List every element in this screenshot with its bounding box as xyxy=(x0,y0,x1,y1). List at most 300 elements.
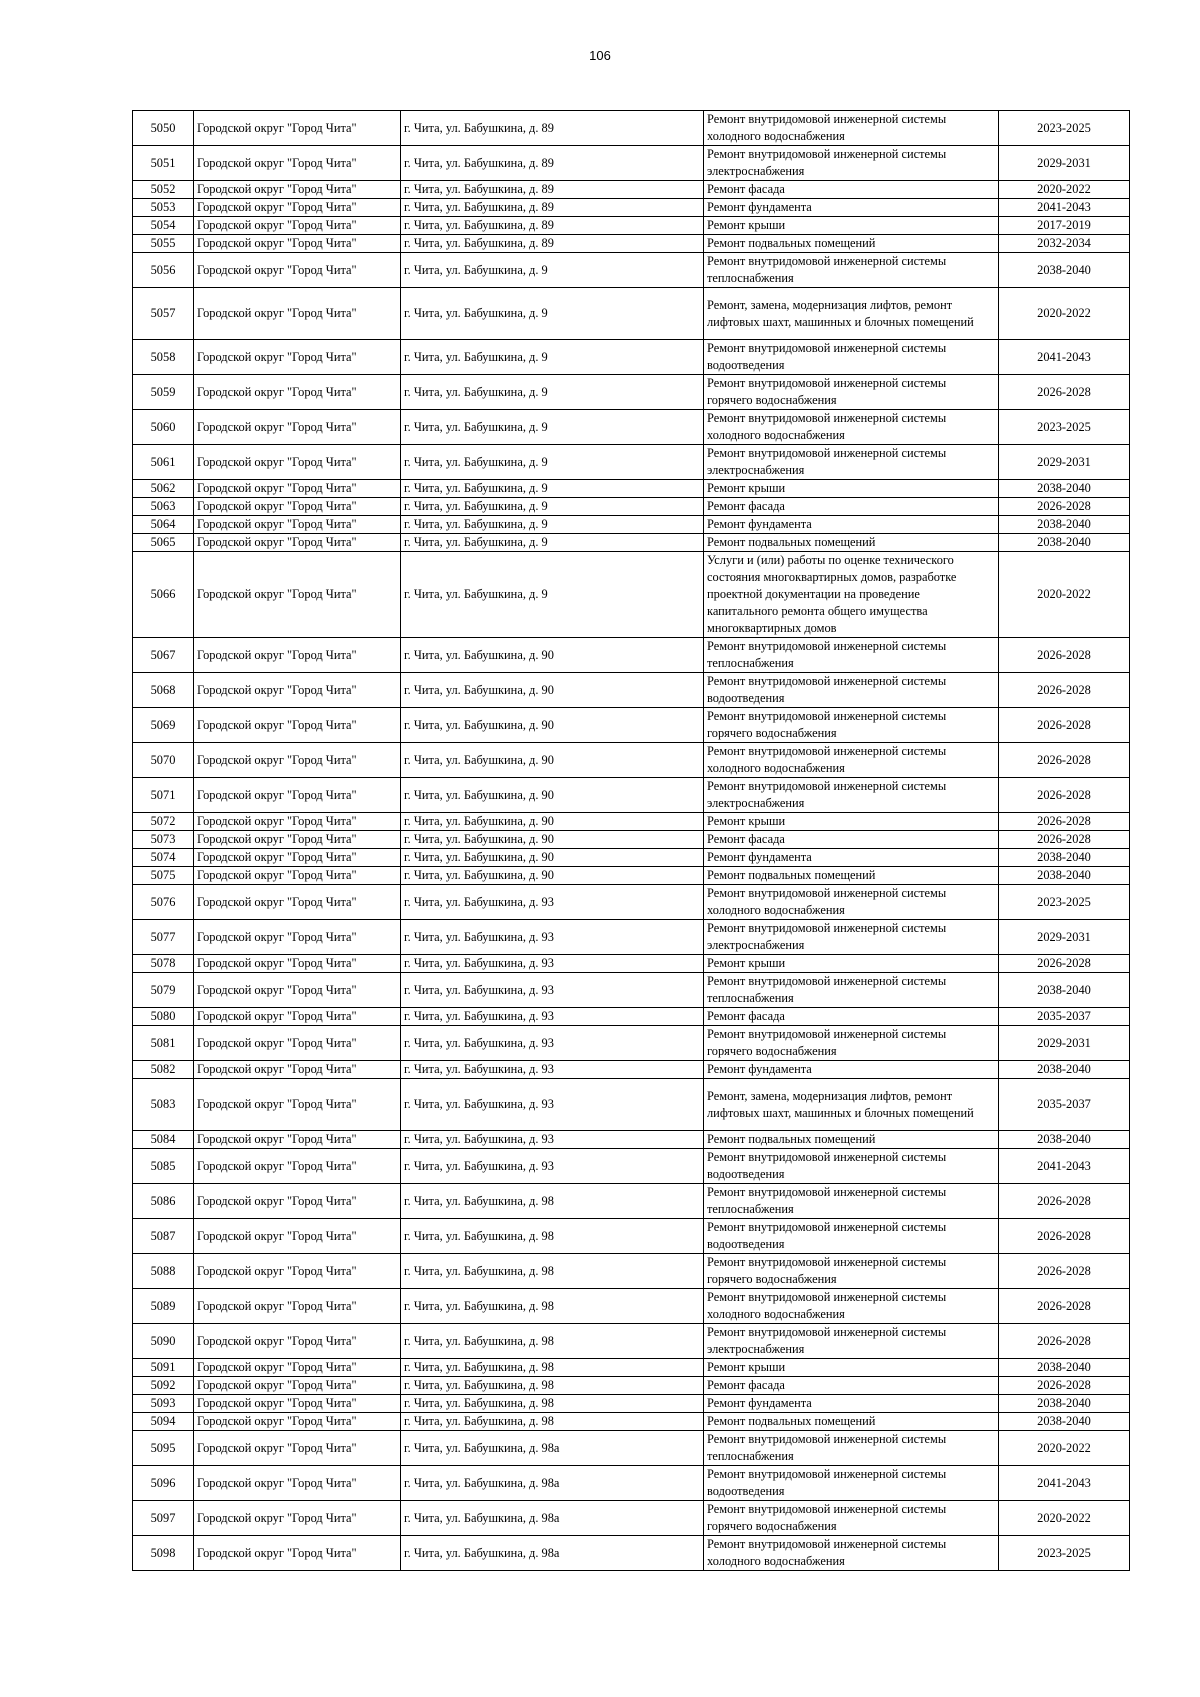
work-type-cell xyxy=(704,1536,999,1571)
period-cell: 2026-2028 xyxy=(999,708,1130,743)
work-type-line: холодного водоснабжения xyxy=(707,1554,845,1568)
row-number-cell: 5092 xyxy=(133,1377,194,1395)
table-row xyxy=(133,1008,1130,1026)
work-type-line: водоотведения xyxy=(707,358,785,372)
address-cell: г. Чита, ул. Бабушкина, д. 98 xyxy=(401,1254,704,1289)
period-cell: 2038-2040 xyxy=(999,1131,1130,1149)
work-type-line: Ремонт внутридомовой инженерной системы xyxy=(707,1220,947,1234)
work-type-line: водоотведения xyxy=(707,691,785,705)
table-row xyxy=(133,638,1130,673)
address-cell: г. Чита, ул. Бабушкина, д. 98 xyxy=(401,1184,704,1219)
row-number-cell: 5079 xyxy=(133,973,194,1008)
table-row xyxy=(133,235,1130,253)
work-type-cell xyxy=(704,1377,999,1395)
row-number-cell: 5077 xyxy=(133,920,194,955)
row-number-cell: 5069 xyxy=(133,708,194,743)
municipality-cell: Городской округ "Город Чита" xyxy=(194,1149,401,1184)
table-row xyxy=(133,885,1130,920)
row-number-cell: 5067 xyxy=(133,638,194,673)
municipality-cell: Городской округ "Город Чита" xyxy=(194,288,401,340)
row-number-cell: 5070 xyxy=(133,743,194,778)
address-cell: г. Чита, ул. Бабушкина, д. 98 xyxy=(401,1324,704,1359)
period-cell: 2023-2025 xyxy=(999,1536,1130,1571)
period-cell: 2029-2031 xyxy=(999,920,1130,955)
work-type-cell xyxy=(704,235,999,253)
municipality-cell: Городской округ "Город Чита" xyxy=(194,1536,401,1571)
address-cell: г. Чита, ул. Бабушкина, д. 90 xyxy=(401,831,704,849)
municipality-cell: Городской округ "Город Чита" xyxy=(194,1219,401,1254)
work-type-line: горячего водоснабжения xyxy=(707,1519,837,1533)
row-number-cell: 5072 xyxy=(133,813,194,831)
work-type-line: Ремонт внутридомовой инженерной системы xyxy=(707,709,947,723)
address-cell: г. Чита, ул. Бабушкина, д. 90 xyxy=(401,849,704,867)
address-cell: г. Чита, ул. Бабушкина, д. 98 xyxy=(401,1413,704,1431)
work-type-line: Ремонт внутридомовой инженерной системы xyxy=(707,1185,947,1199)
table-row xyxy=(133,1061,1130,1079)
period-cell: 2026-2028 xyxy=(999,743,1130,778)
address-cell: г. Чита, ул. Бабушкина, д. 93 xyxy=(401,885,704,920)
address-cell: г. Чита, ул. Бабушкина, д. 89 xyxy=(401,111,704,146)
work-type-line: Ремонт внутридомовой инженерной системы xyxy=(707,639,947,653)
work-type-line: многоквартирных домов xyxy=(707,621,837,635)
work-type-line: Ремонт внутридомовой инженерной системы xyxy=(707,886,947,900)
repair-schedule-table xyxy=(132,110,1130,1571)
work-type-line: капитального ремонта общего имущества xyxy=(707,604,928,618)
table-row xyxy=(133,1324,1130,1359)
work-type-line: теплоснабжения xyxy=(707,271,794,285)
municipality-cell: Городской округ "Город Чита" xyxy=(194,638,401,673)
municipality-cell: Городской округ "Город Чита" xyxy=(194,813,401,831)
address-cell: г. Чита, ул. Бабушкина, д. 90 xyxy=(401,708,704,743)
address-cell: г. Чита, ул. Бабушкина, д. 90 xyxy=(401,867,704,885)
work-type-line: Ремонт внутридомовой инженерной системы xyxy=(707,112,947,126)
address-cell: г. Чита, ул. Бабушкина, д. 9 xyxy=(401,253,704,288)
work-type-cell xyxy=(704,778,999,813)
municipality-cell: Городской округ "Город Чита" xyxy=(194,955,401,973)
row-number-cell: 5080 xyxy=(133,1008,194,1026)
municipality-cell: Городской округ "Город Чита" xyxy=(194,552,401,638)
table-row xyxy=(133,920,1130,955)
period-cell: 2038-2040 xyxy=(999,516,1130,534)
table-row xyxy=(133,516,1130,534)
work-type-line: Ремонт внутридомовой инженерной системы xyxy=(707,674,947,688)
address-cell: г. Чита, ул. Бабушкина, д. 9 xyxy=(401,552,704,638)
row-number-cell: 5098 xyxy=(133,1536,194,1571)
table-row xyxy=(133,1431,1130,1466)
work-type-cell xyxy=(704,146,999,181)
work-type-cell xyxy=(704,973,999,1008)
address-cell: г. Чита, ул. Бабушкина, д. 90 xyxy=(401,778,704,813)
municipality-cell: Городской округ "Город Чита" xyxy=(194,1413,401,1431)
period-cell: 2026-2028 xyxy=(999,813,1130,831)
period-cell: 2026-2028 xyxy=(999,673,1130,708)
row-number-cell: 5073 xyxy=(133,831,194,849)
period-cell: 2041-2043 xyxy=(999,1466,1130,1501)
municipality-cell: Городской округ "Город Чита" xyxy=(194,1289,401,1324)
municipality-cell: Городской округ "Город Чита" xyxy=(194,1377,401,1395)
table-row xyxy=(133,1395,1130,1413)
table-row xyxy=(133,1026,1130,1061)
work-type-line: электроснабжения xyxy=(707,938,805,952)
address-cell: г. Чита, ул. Бабушкина, д. 93 xyxy=(401,1026,704,1061)
address-cell: г. Чита, ул. Бабушкина, д. 98 xyxy=(401,1377,704,1395)
work-type-line: Ремонт внутридомовой инженерной системы xyxy=(707,779,947,793)
period-cell: 2026-2028 xyxy=(999,498,1130,516)
table-row xyxy=(133,1413,1130,1431)
address-cell: г. Чита, ул. Бабушкина, д. 89 xyxy=(401,181,704,199)
table-row xyxy=(133,410,1130,445)
work-type-line: теплоснабжения xyxy=(707,1449,794,1463)
municipality-cell: Городской округ "Город Чита" xyxy=(194,778,401,813)
address-cell: г. Чита, ул. Бабушкина, д. 90 xyxy=(401,813,704,831)
period-cell: 2038-2040 xyxy=(999,1359,1130,1377)
table-row xyxy=(133,146,1130,181)
address-cell: г. Чита, ул. Бабушкина, д. 9 xyxy=(401,516,704,534)
table-row xyxy=(133,217,1130,235)
municipality-cell: Городской округ "Город Чита" xyxy=(194,867,401,885)
period-cell: 2026-2028 xyxy=(999,1254,1130,1289)
work-type-line: Ремонт фасада xyxy=(707,1378,785,1392)
row-number-cell: 5097 xyxy=(133,1501,194,1536)
work-type-line: теплоснабжения xyxy=(707,656,794,670)
work-type-line: Ремонт фундамента xyxy=(707,1062,812,1076)
work-type-line: горячего водоснабжения xyxy=(707,726,837,740)
row-number-cell: 5086 xyxy=(133,1184,194,1219)
address-cell: г. Чита, ул. Бабушкина, д. 9 xyxy=(401,375,704,410)
page-number: 106 xyxy=(589,48,611,63)
table-row xyxy=(133,1377,1130,1395)
row-number-cell: 5075 xyxy=(133,867,194,885)
work-type-line: Ремонт фасада xyxy=(707,1009,785,1023)
address-cell: г. Чита, ул. Бабушкина, д. 93 xyxy=(401,1008,704,1026)
municipality-cell: Городской округ "Город Чита" xyxy=(194,375,401,410)
work-type-line: Ремонт внутридомовой инженерной системы xyxy=(707,1027,947,1041)
work-type-line: горячего водоснабжения xyxy=(707,1044,837,1058)
period-cell: 2023-2025 xyxy=(999,111,1130,146)
work-type-cell xyxy=(704,340,999,375)
address-cell: г. Чита, ул. Бабушкина, д. 9 xyxy=(401,534,704,552)
period-cell: 2041-2043 xyxy=(999,1149,1130,1184)
work-type-cell xyxy=(704,1219,999,1254)
work-type-cell xyxy=(704,534,999,552)
table-row xyxy=(133,1536,1130,1571)
work-type-cell xyxy=(704,1026,999,1061)
work-type-line: Ремонт подвальных помещений xyxy=(707,868,876,882)
address-cell: г. Чита, ул. Бабушкина, д. 98 xyxy=(401,1289,704,1324)
row-number-cell: 5094 xyxy=(133,1413,194,1431)
work-type-cell xyxy=(704,288,999,340)
municipality-cell: Городской округ "Город Чита" xyxy=(194,1395,401,1413)
work-type-line: Ремонт крыши xyxy=(707,218,786,232)
municipality-cell: Городской округ "Город Чита" xyxy=(194,480,401,498)
table-row xyxy=(133,867,1130,885)
work-type-line: Ремонт фасада xyxy=(707,182,785,196)
work-type-cell xyxy=(704,849,999,867)
table-row xyxy=(133,955,1130,973)
table-row xyxy=(133,849,1130,867)
work-type-line: Ремонт крыши xyxy=(707,956,786,970)
period-cell: 2026-2028 xyxy=(999,1324,1130,1359)
work-type-line: Ремонт фундамента xyxy=(707,1396,812,1410)
work-type-line: Ремонт, замена, модернизация лифтов, ремонт xyxy=(707,1088,953,1103)
work-type-line: горячего водоснабжения xyxy=(707,1272,837,1286)
table-row xyxy=(133,480,1130,498)
municipality-cell: Городской округ "Город Чита" xyxy=(194,1131,401,1149)
municipality-cell: Городской округ "Город Чита" xyxy=(194,1079,401,1131)
row-number-cell: 5074 xyxy=(133,849,194,867)
municipality-cell: Городской округ "Город Чита" xyxy=(194,410,401,445)
address-cell: г. Чита, ул. Бабушкина, д. 98а xyxy=(401,1501,704,1536)
table-row xyxy=(133,199,1130,217)
municipality-cell: Городской округ "Город Чита" xyxy=(194,1254,401,1289)
period-cell: 2029-2031 xyxy=(999,1026,1130,1061)
row-number-cell: 5056 xyxy=(133,253,194,288)
work-type-line: Ремонт фундамента xyxy=(707,850,812,864)
row-number-cell: 5062 xyxy=(133,480,194,498)
work-type-line: Ремонт внутридомовой инженерной системы xyxy=(707,446,947,460)
municipality-cell: Городской округ "Город Чита" xyxy=(194,849,401,867)
row-number-cell: 5089 xyxy=(133,1289,194,1324)
row-number-cell: 5090 xyxy=(133,1324,194,1359)
address-cell: г. Чита, ул. Бабушкина, д. 9 xyxy=(401,288,704,340)
table-row xyxy=(133,111,1130,146)
address-cell: г. Чита, ул. Бабушкина, д. 98 xyxy=(401,1359,704,1377)
work-type-cell xyxy=(704,638,999,673)
row-number-cell: 5051 xyxy=(133,146,194,181)
period-cell: 2041-2043 xyxy=(999,199,1130,217)
period-cell: 2020-2022 xyxy=(999,288,1130,340)
municipality-cell: Городской округ "Город Чита" xyxy=(194,217,401,235)
table-row xyxy=(133,253,1130,288)
period-cell: 2026-2028 xyxy=(999,955,1130,973)
work-type-cell xyxy=(704,1079,999,1131)
row-number-cell: 5082 xyxy=(133,1061,194,1079)
row-number-cell: 5087 xyxy=(133,1219,194,1254)
period-cell: 2029-2031 xyxy=(999,445,1130,480)
work-type-cell xyxy=(704,1131,999,1149)
municipality-cell: Городской округ "Город Чита" xyxy=(194,920,401,955)
work-type-line: Ремонт внутридомовой инженерной системы xyxy=(707,744,947,758)
period-cell: 2038-2040 xyxy=(999,253,1130,288)
period-cell: 2020-2022 xyxy=(999,1431,1130,1466)
period-cell: 2026-2028 xyxy=(999,638,1130,673)
work-type-line: Ремонт внутридомовой инженерной системы xyxy=(707,254,947,268)
row-number-cell: 5059 xyxy=(133,375,194,410)
work-type-line: Ремонт подвальных помещений xyxy=(707,1414,876,1428)
address-cell: г. Чита, ул. Бабушкина, д. 89 xyxy=(401,199,704,217)
work-type-cell xyxy=(704,1466,999,1501)
work-type-line: Ремонт подвальных помещений xyxy=(707,236,876,250)
work-type-cell xyxy=(704,199,999,217)
row-number-cell: 5095 xyxy=(133,1431,194,1466)
table-row xyxy=(133,1254,1130,1289)
work-type-line: теплоснабжения xyxy=(707,1202,794,1216)
period-cell: 2026-2028 xyxy=(999,1289,1130,1324)
period-cell: 2023-2025 xyxy=(999,410,1130,445)
address-cell: г. Чита, ул. Бабушкина, д. 93 xyxy=(401,1149,704,1184)
work-type-cell xyxy=(704,217,999,235)
row-number-cell: 5060 xyxy=(133,410,194,445)
table-row xyxy=(133,1466,1130,1501)
address-cell: г. Чита, ул. Бабушкина, д. 89 xyxy=(401,235,704,253)
municipality-cell: Городской округ "Город Чита" xyxy=(194,253,401,288)
address-cell: г. Чита, ул. Бабушкина, д. 90 xyxy=(401,743,704,778)
municipality-cell: Городской округ "Город Чита" xyxy=(194,1324,401,1359)
work-type-line: электроснабжения xyxy=(707,796,805,810)
work-type-cell xyxy=(704,743,999,778)
work-type-cell xyxy=(704,1149,999,1184)
row-number-cell: 5052 xyxy=(133,181,194,199)
address-cell: г. Чита, ул. Бабушкина, д. 93 xyxy=(401,955,704,973)
table-row xyxy=(133,1219,1130,1254)
address-cell: г. Чита, ул. Бабушкина, д. 9 xyxy=(401,480,704,498)
work-type-cell xyxy=(704,1061,999,1079)
work-type-line: холодного водоснабжения xyxy=(707,761,845,775)
address-cell: г. Чита, ул. Бабушкина, д. 98а xyxy=(401,1431,704,1466)
municipality-cell: Городской округ "Город Чита" xyxy=(194,831,401,849)
municipality-cell: Городской округ "Город Чита" xyxy=(194,181,401,199)
municipality-cell: Городской округ "Город Чита" xyxy=(194,1466,401,1501)
work-type-cell xyxy=(704,1501,999,1536)
work-type-line: Ремонт подвальных помещений xyxy=(707,1132,876,1146)
table-row xyxy=(133,534,1130,552)
table-row xyxy=(133,1289,1130,1324)
work-type-line: Ремонт крыши xyxy=(707,1360,786,1374)
municipality-cell: Городской округ "Город Чита" xyxy=(194,1431,401,1466)
work-type-line: Ремонт внутридомовой инженерной системы xyxy=(707,341,947,355)
row-number-cell: 5058 xyxy=(133,340,194,375)
work-type-line: Ремонт внутридомовой инженерной системы xyxy=(707,1255,947,1269)
work-type-cell xyxy=(704,181,999,199)
work-type-line: Ремонт внутридомовой инженерной системы xyxy=(707,1150,947,1164)
municipality-cell: Городской округ "Город Чита" xyxy=(194,340,401,375)
work-type-line: Ремонт крыши xyxy=(707,481,786,495)
period-cell: 2041-2043 xyxy=(999,340,1130,375)
address-cell: г. Чита, ул. Бабушкина, д. 9 xyxy=(401,410,704,445)
municipality-cell: Городской округ "Город Чита" xyxy=(194,235,401,253)
municipality-cell: Городской округ "Город Чита" xyxy=(194,973,401,1008)
address-cell: г. Чита, ул. Бабушкина, д. 90 xyxy=(401,638,704,673)
work-type-cell xyxy=(704,375,999,410)
table-row xyxy=(133,778,1130,813)
address-cell: г. Чита, ул. Бабушкина, д. 93 xyxy=(401,973,704,1008)
work-type-line: холодного водоснабжения xyxy=(707,903,845,917)
row-number-cell: 5093 xyxy=(133,1395,194,1413)
address-cell: г. Чита, ул. Бабушкина, д. 9 xyxy=(401,340,704,375)
row-number-cell: 5078 xyxy=(133,955,194,973)
address-cell: г. Чита, ул. Бабушкина, д. 93 xyxy=(401,1079,704,1131)
table-row xyxy=(133,743,1130,778)
work-type-line: Ремонт внутридомовой инженерной системы xyxy=(707,921,947,935)
work-type-cell xyxy=(704,813,999,831)
address-cell: г. Чита, ул. Бабушкина, д. 98 xyxy=(401,1395,704,1413)
work-type-cell xyxy=(704,1008,999,1026)
row-number-cell: 5084 xyxy=(133,1131,194,1149)
work-type-cell xyxy=(704,445,999,480)
work-type-line: горячего водоснабжения xyxy=(707,393,837,407)
work-type-cell xyxy=(704,498,999,516)
address-cell: г. Чита, ул. Бабушкина, д. 98а xyxy=(401,1466,704,1501)
table-row xyxy=(133,498,1130,516)
municipality-cell: Городской округ "Город Чита" xyxy=(194,498,401,516)
row-number-cell: 5091 xyxy=(133,1359,194,1377)
work-type-line: Ремонт внутридомовой инженерной системы xyxy=(707,1537,947,1551)
address-cell: г. Чита, ул. Бабушкина, д. 93 xyxy=(401,1131,704,1149)
row-number-cell: 5071 xyxy=(133,778,194,813)
work-type-cell xyxy=(704,885,999,920)
table-row xyxy=(133,375,1130,410)
period-cell: 2020-2022 xyxy=(999,181,1130,199)
work-type-cell xyxy=(704,831,999,849)
work-type-cell xyxy=(704,516,999,534)
municipality-cell: Городской округ "Город Чита" xyxy=(194,534,401,552)
work-type-line: Ремонт фасада xyxy=(707,832,785,846)
work-type-cell xyxy=(704,1431,999,1466)
municipality-cell: Городской округ "Город Чита" xyxy=(194,1501,401,1536)
row-number-cell: 5063 xyxy=(133,498,194,516)
row-number-cell: 5085 xyxy=(133,1149,194,1184)
row-number-cell: 5064 xyxy=(133,516,194,534)
municipality-cell: Городской округ "Город Чита" xyxy=(194,199,401,217)
work-type-line: Ремонт фундамента xyxy=(707,200,812,214)
work-type-line: Ремонт внутридомовой инженерной системы xyxy=(707,376,947,390)
row-number-cell: 5055 xyxy=(133,235,194,253)
period-cell: 2038-2040 xyxy=(999,973,1130,1008)
table-row xyxy=(133,831,1130,849)
address-cell: г. Чита, ул. Бабушкина, д. 98а xyxy=(401,1536,704,1571)
work-type-cell xyxy=(704,673,999,708)
work-type-line: Ремонт внутридомовой инженерной системы xyxy=(707,974,947,988)
period-cell: 2026-2028 xyxy=(999,375,1130,410)
period-cell: 2026-2028 xyxy=(999,831,1130,849)
period-cell: 2038-2040 xyxy=(999,849,1130,867)
period-cell: 2026-2028 xyxy=(999,1184,1130,1219)
work-type-cell xyxy=(704,1413,999,1431)
row-number-cell: 5088 xyxy=(133,1254,194,1289)
work-type-line: Ремонт внутридомовой инженерной системы xyxy=(707,147,947,161)
address-cell: г. Чита, ул. Бабушкина, д. 93 xyxy=(401,920,704,955)
municipality-cell: Городской округ "Город Чита" xyxy=(194,146,401,181)
row-number-cell: 5083 xyxy=(133,1079,194,1131)
work-type-cell xyxy=(704,1184,999,1219)
work-type-line: Ремонт внутридомовой инженерной системы xyxy=(707,1432,947,1446)
work-type-line: Ремонт фасада xyxy=(707,499,785,513)
table-row xyxy=(133,340,1130,375)
row-number-cell: 5065 xyxy=(133,534,194,552)
period-cell: 2038-2040 xyxy=(999,1395,1130,1413)
address-cell: г. Чита, ул. Бабушкина, д. 89 xyxy=(401,217,704,235)
work-type-cell xyxy=(704,111,999,146)
work-type-line: Ремонт внутридомовой инженерной системы xyxy=(707,1467,947,1481)
work-type-line: Ремонт внутридомовой инженерной системы xyxy=(707,411,947,425)
work-type-cell xyxy=(704,410,999,445)
table-row xyxy=(133,445,1130,480)
period-cell: 2026-2028 xyxy=(999,778,1130,813)
period-cell: 2035-2037 xyxy=(999,1079,1130,1131)
period-cell: 2026-2028 xyxy=(999,1377,1130,1395)
table-row xyxy=(133,1131,1130,1149)
period-cell: 2017-2019 xyxy=(999,217,1130,235)
work-type-line: Ремонт подвальных помещений xyxy=(707,535,876,549)
municipality-cell: Городской округ "Город Чита" xyxy=(194,885,401,920)
row-number-cell: 5081 xyxy=(133,1026,194,1061)
table-body xyxy=(133,111,1130,1571)
table-row xyxy=(133,181,1130,199)
table-row xyxy=(133,973,1130,1008)
work-type-line: лифтовых шахт, машинных и блочных помещений xyxy=(707,1105,974,1120)
work-type-cell xyxy=(704,708,999,743)
municipality-cell: Городской округ "Город Чита" xyxy=(194,445,401,480)
